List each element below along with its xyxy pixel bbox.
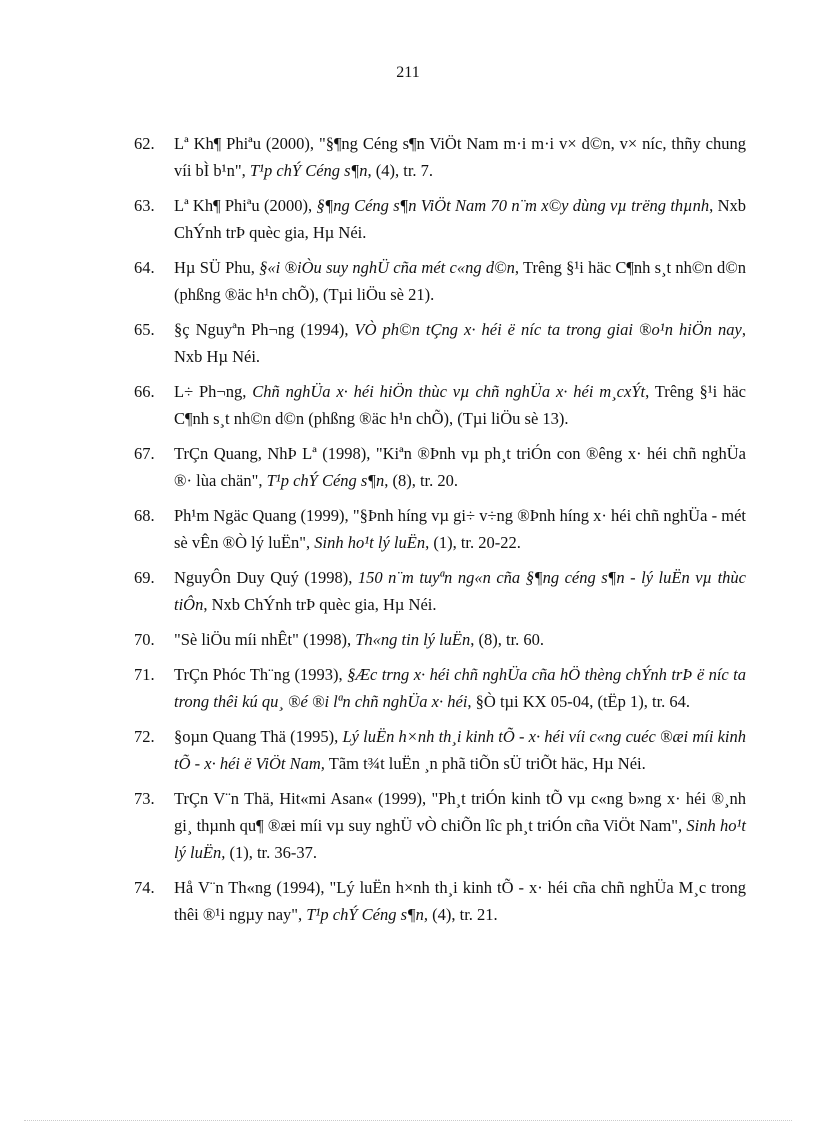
reference-text-part: Ph¹m Ngäc Quang (1999), "§Þnh híng vµ gi÷ v÷ng ®Þnh híng x· héi chñ nghÜa - mét sè vÊn ®Ò lý luËn", [174,506,746,552]
reference-text-part: Hµ SÜ Phu, [174,258,260,277]
reference-text [174,665,746,711]
reference-item [134,564,746,618]
reference-text [174,320,746,366]
reference-title-italic: Chñ nghÜa x· héi hiÖn thùc vµ chñ nghÜa x· héi m¸cxÝt [252,382,646,401]
reference-text [174,506,746,552]
reference-item [134,502,746,556]
reference-item [134,626,746,653]
reference-text [174,878,746,924]
reference-text-part: , §Ò tµi KX 05-04, (tËp 1), tr. 64. [467,692,691,711]
reference-text [174,382,746,428]
reference-text [174,196,746,242]
reference-text-part: Tãm t¾t luËn ¸n phã tiÕn sÜ triÕt häc, Hµ Néi. [324,754,646,773]
reference-number: 73. [134,789,155,808]
reference-number: 69. [134,568,155,587]
reference-item [134,785,746,866]
reference-title-italic: Th«ng tin lý luËn [355,630,471,649]
reference-number: 68. [134,506,155,525]
reference-number: 62. [134,134,155,153]
reference-number: 67. [134,444,155,463]
reference-title-italic: §Æc trng x· héi chñ nghÜa cña hÖ thèng chÝnh trÞ ë níc ta trong thêi kú qu¸ ®é ®i lªn chñ nghÜa x· héi [174,665,746,711]
reference-number: 70. [134,630,155,649]
reference-text-part: , Nxb ChÝnh trÞ quèc gia, Hµ Néi. [203,595,437,614]
reference-title-italic: T¹p chÝ Céng s¶n [266,471,385,490]
reference-text-part: TrÇn Phóc Th¨ng (1993), [174,665,348,684]
reference-text-part: , Trêng §¹i häc C¶nh s¸t nh©n d©n (phßng ®äc h¹n chÕ), (Tµi liÖu sè 13). [174,382,746,428]
reference-item [134,316,746,370]
reference-item [134,874,746,928]
reference-text-part: Lª Kh¶ Phiªu (2000), [174,196,317,215]
reference-title-italic: T¹p chÝ Céng s¶n [249,161,368,180]
reference-title-italic: §«i ®iÒu suy nghÜ cña mét c«ng d©n [259,258,515,277]
reference-item [134,723,746,777]
reference-text [174,444,746,490]
reference-text-part: "Sè liÖu míi nhÊt" (1998), [174,630,356,649]
reference-number: 66. [134,382,155,401]
reference-title-italic: Sinh ho¹t lý luËn, [174,816,746,862]
reference-list [134,130,746,928]
reference-item [134,254,746,308]
reference-text-part: , Nxb Hµ Néi. [174,320,746,366]
reference-title-italic: T¹p chÝ Céng s¶n, [306,905,429,924]
reference-text-part: , (4), tr. 7. [367,161,434,180]
reference-number: 63. [134,196,155,215]
reference-text-part: L÷ Ph¬ng, [174,382,253,401]
reference-text [174,727,746,773]
reference-text-part: (1), tr. 36-37. [225,843,317,862]
reference-item [134,661,746,715]
reference-text [174,789,746,862]
reference-text-part: , (8), tr. 60. [470,630,545,649]
reference-item [134,440,746,494]
reference-text-part: , (1), tr. 20-22. [425,533,521,552]
reference-text-part: , (8), tr. 20. [384,471,459,490]
reference-text-part: , Nxb ChÝnh trÞ quèc gia, Hµ Néi. [174,196,746,242]
reference-text-part: TrÇn Quang, NhÞ Lª (1998), "Kiªn ®Þnh vµ ph¸t triÓn con ®êng x· héi chñ nghÜa ®· lùa chän", [174,444,746,490]
reference-item [134,192,746,246]
reference-item [134,378,746,432]
reference-number: 65. [134,320,155,339]
reference-title-italic: 150 n¨m tuyªn ng«n cña §¶ng céng s¶n - lý luËn vµ thùc tiÔn [174,568,746,614]
reference-number: 74. [134,878,155,897]
reference-text-part: Lª Kh¶ Phiªu (2000), "§¶ng Céng s¶n ViÖt Nam m·i m·i v× d©n, v× níc, thñy chung víi bÌ b¹n", [174,134,746,180]
reference-text-part: TrÇn V¨n Thä, Hit«mi Asan« (1999), "Ph¸t triÓn kinh tÕ vµ c«ng b»ng x· héi ®¸nh gi¸ thµnh qu¶ ®æi míi vµ suy nghÜ vÒ chiÕn lîc ph¸t triÓn cña ViÖt Nam", [174,789,746,835]
page-bottom-divider [24,1120,792,1121]
reference-text [174,630,544,649]
reference-text-part: (4), tr. 21. [428,905,498,924]
reference-title-italic: VÒ ph©n tÇng x· héi ë níc ta trong giai ®o¹n hiÖn nay [354,320,742,339]
reference-number: 72. [134,727,155,746]
reference-text [174,134,746,180]
reference-text [174,568,746,614]
reference-text-part: NguyÔn Duy Quý (1998), [174,568,358,587]
reference-text-part: §ç Nguyªn Ph¬ng (1994), [174,320,355,339]
page-number: 211 [396,64,420,81]
reference-item [134,130,746,184]
reference-text-part: Hå V¨n Th«ng (1994), "Lý luËn h×nh th¸i kinh tÕ - x· héi cña chñ nghÜa M¸c trong thêi ®¹i ngµy nay", [174,878,746,924]
reference-text-part: §oµn Quang Thä (1995), [174,727,343,746]
reference-number: 64. [134,258,155,277]
reference-title-italic: Sinh ho¹t lý luËn [314,533,426,552]
reference-text-part: , Trêng §¹i häc C¶nh s¸t nh©n d©n (phßng ®äc h¹n chÕ), (Tµi liÖu sè 21). [174,258,746,304]
reference-text [174,258,746,304]
reference-number: 71. [134,665,155,684]
reference-title-italic: §¶ng Céng s¶n ViÖt Nam 70 n¨m x©y dùng vµ trëng thµnh [316,196,710,215]
reference-title-italic: Lý luËn h×nh th¸i kinh tÕ - x· héi víi c«ng cuéc ®æi míi kinh tÕ - x· héi ë ViÖt Nam, [174,727,747,773]
